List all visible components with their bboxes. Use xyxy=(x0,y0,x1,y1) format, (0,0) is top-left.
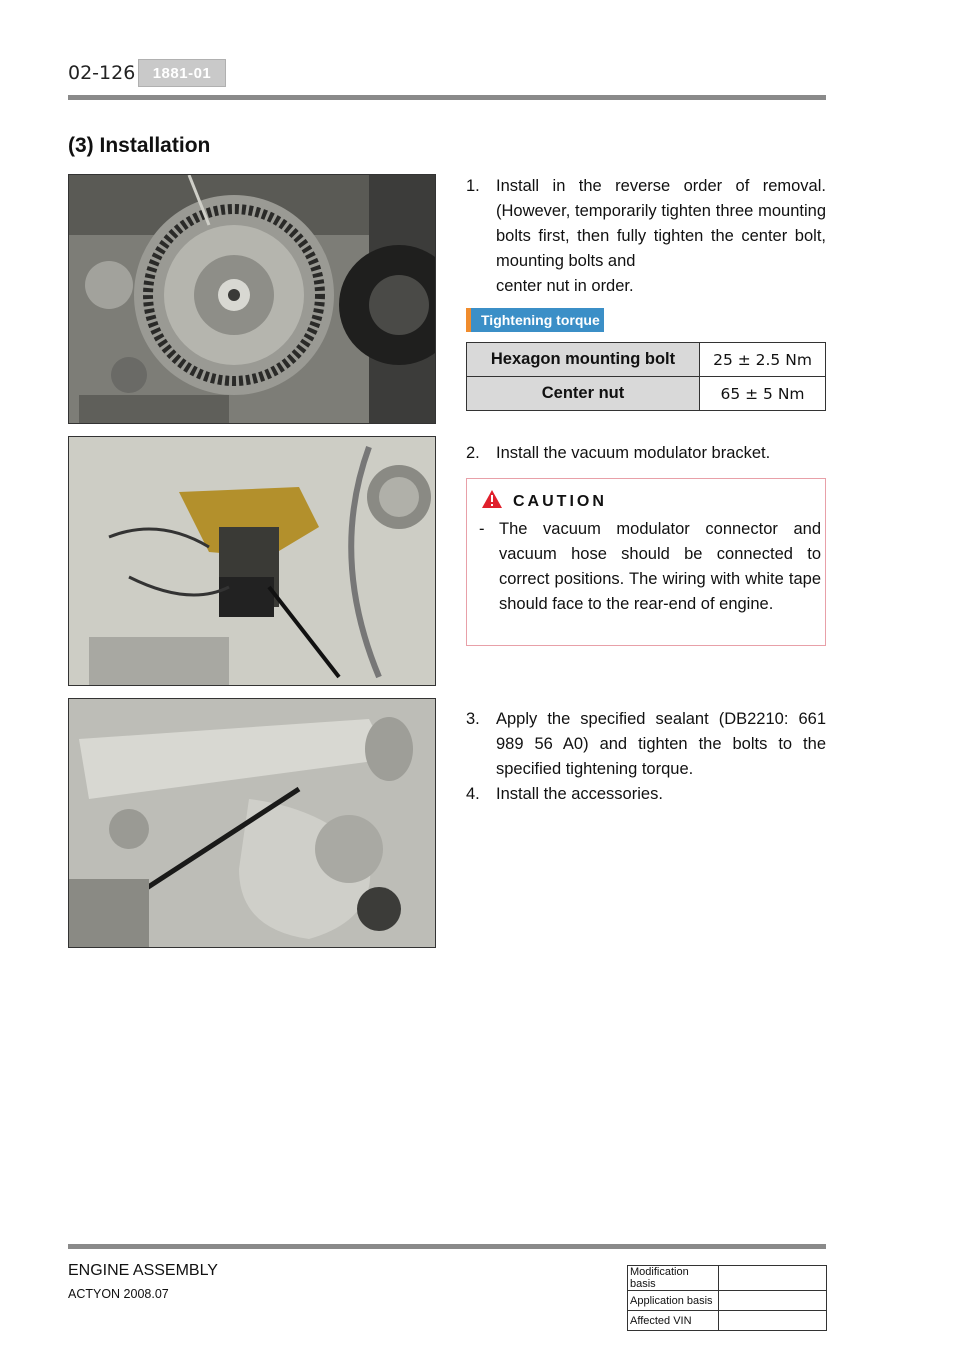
photo-vacuum-modulator xyxy=(68,436,436,686)
caution-header xyxy=(481,489,607,514)
step-1-number: 1. xyxy=(466,177,480,195)
steps-3-4 xyxy=(466,707,826,807)
footer-model: ACTYON 2008.07 xyxy=(68,1287,169,1301)
caution-bullet: - xyxy=(479,520,485,538)
info-value xyxy=(719,1311,827,1331)
step-1-text-end: center nut in order. xyxy=(496,277,634,295)
step-4-text: Install the accessories. xyxy=(496,785,663,803)
table-row xyxy=(628,1311,827,1331)
step-4-number: 4. xyxy=(466,785,480,803)
step-2-text: Install the vacuum modulator bracket. xyxy=(496,444,771,462)
table-row xyxy=(467,377,826,411)
tightening-torque-label: Tightening torque xyxy=(466,308,604,332)
step-2-number: 2. xyxy=(466,444,480,462)
torque-table xyxy=(466,342,826,411)
caution-box xyxy=(466,478,826,646)
torque-item: Hexagon mounting bolt xyxy=(467,343,700,377)
caution-text-block xyxy=(479,517,821,617)
step-3 xyxy=(466,707,826,782)
footer-rule xyxy=(68,1244,826,1249)
step-1-text: Install in the reverse order of removal. (However, temporarily tighten three mounting bolts first, then fully tighten the center bolt, mounting bolts and xyxy=(496,177,826,270)
info-label: Application basis xyxy=(628,1291,719,1311)
warning-icon xyxy=(481,489,503,514)
table-row xyxy=(628,1291,827,1311)
revision-info-table xyxy=(627,1265,827,1331)
caution-label: CAUTION xyxy=(513,492,607,510)
step-3-number: 3. xyxy=(466,710,480,728)
torque-item: Center nut xyxy=(467,377,700,411)
header-rule xyxy=(68,95,826,100)
page-number: 02-126 xyxy=(68,62,136,84)
footer-title: ENGINE ASSEMBLY xyxy=(68,1262,218,1279)
torque-value: 65 ± 5 Nm xyxy=(700,377,826,411)
info-label: Affected VIN xyxy=(628,1311,719,1331)
table-row xyxy=(467,343,826,377)
table-row xyxy=(628,1266,827,1291)
step-4 xyxy=(466,782,826,807)
photo-sealant-application xyxy=(68,698,436,948)
step-1 xyxy=(466,174,826,299)
info-label: Modification basis xyxy=(628,1266,719,1291)
caution-text: The vacuum modulator connector and vacuum hose should be connected to correct positions. The wiring with white tape should face to the rear-end of engine. xyxy=(499,520,821,613)
step-3-text: Apply the specified sealant (DB2210: 661 989 56 A0) and tighten the bolts to the specified tightening torque. xyxy=(496,710,826,778)
section-title: (3) Installation xyxy=(68,134,211,157)
info-value xyxy=(719,1291,827,1311)
section-code-badge: 1881-01 xyxy=(138,59,226,87)
info-value xyxy=(719,1266,827,1291)
photo-timing-sprocket xyxy=(68,174,436,424)
step-2 xyxy=(466,441,826,466)
torque-value: 25 ± 2.5 Nm xyxy=(700,343,826,377)
